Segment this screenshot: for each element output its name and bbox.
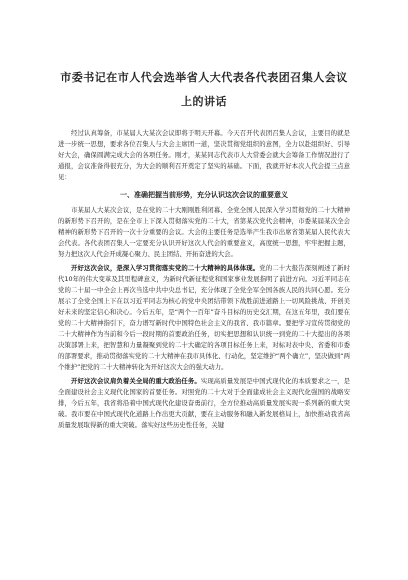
- document-title-line1: 市委书记在市人代会选举省人大代表各代表团召集人会议: [60, 71, 348, 84]
- intro-paragraph: 经过认真筹备，市某届人大某次会议即将于明天开幕。今天召开代表团召集人会议，主要目的就是进一步统一思想，要求各位召集人与大会主席团一道，坚决贯彻党组织的意图，全力以赴组织好、引导好大会，确保圆满完成大会的各项任务。刚才，某某同志代表市人大常委会就大会筹备工作情况进行了通报，会议准备得很充分，为大会的顺利召开奠定了坚实的基础。下面，我就开好本次人代会提三点意见：: [58, 129, 350, 181]
- section1-paragraph: 市某届人大某次会议，是在党的二十大刚刚胜利闭幕、全党全国人民深入学习贯彻党的二十大精神的新形势下召开的，是在全市上下深入贯彻落实党的二十大，省第某次党代会精神，市委某届某次全会精神的新形势下召开的一次十分重要的会议。大会的主要任务是选举产生我市出席省第某届人民代表大会代表。各代表团召集人一定要充分认识开好这次人代会的重要意义，高度统一思想，牢牢把握主题，努力把这次人代会开成凝心聚力、民主团结、开拓奋进的大会。: [58, 206, 350, 258]
- section1-heading: 一、准确把握当前形势，充分认识这次会议的重要意义: [120, 191, 288, 199]
- section2-body: 党的二十大报告深刻阐述了新时代10年的伟大变革及其里程碑意义，为新时代新征程党和国家事业发展指明了前进方向。习近平同志在党的二十届一中全会上再次当选中共中央总书记，充分体现了全党全军全国各族人民的共同心愿。充分展示了全党全国上下在以习近平同志为核心的党中央团结带领下战胜前进道路上一切风险挑战、开创美好未来的坚定信心和决心。今后五年，是“两个一百年”奋斗目标的历史交汇期，在这五年里，我们要在党的二十大精神指引下，奋力谱写新时代中国特色社会主义的我省、我市篇章。要把学习宣传贯彻党的二十大精神作为当前和今后一段时期的首要政治任务，切实把思想和认识统一到党的二十大提出的各项决策部署上来，把智慧和力量凝聚到党的二十大确定的各项目标任务上来，对标对表中央、省委和市委的部署要求，推动贯彻落实党的二十大精神在我市具体化、行动化，坚定维护“两个确立”，坚决做到“两个维护”把党的二十大精神转化为开好这次大会的强大动力。: [58, 264, 351, 371]
- section3-lead: 开好这次会议肩负着关全局的重大政治任务。: [71, 377, 201, 385]
- section2-paragraph: [58, 263, 350, 373]
- section2-lead: 开好这次会议，是深入学习贯彻落实党的二十大精神的具体体现。: [71, 264, 260, 272]
- document-title-line2: 上的讲话: [181, 95, 227, 108]
- section3-paragraph: [58, 376, 350, 431]
- section3-body: 实现高质量发展是中国式现代化的本质要求之一，是全面建设社会主义现代化国家的首要任务。对照党的二十大对于全面建成社会主义现代化强国的战略安排，今后五年，我省将沿着中国式现代化建设奋勇前行，全方位推动高质量发展实现一系列新的重大突破。我市要在中国式现代化道路上作出更大贡献，要在主动服务和融入新发展格局上，加快推动我省高质量发展取得新的重大突破。落实好这些历史性任务，关键: [58, 377, 351, 429]
